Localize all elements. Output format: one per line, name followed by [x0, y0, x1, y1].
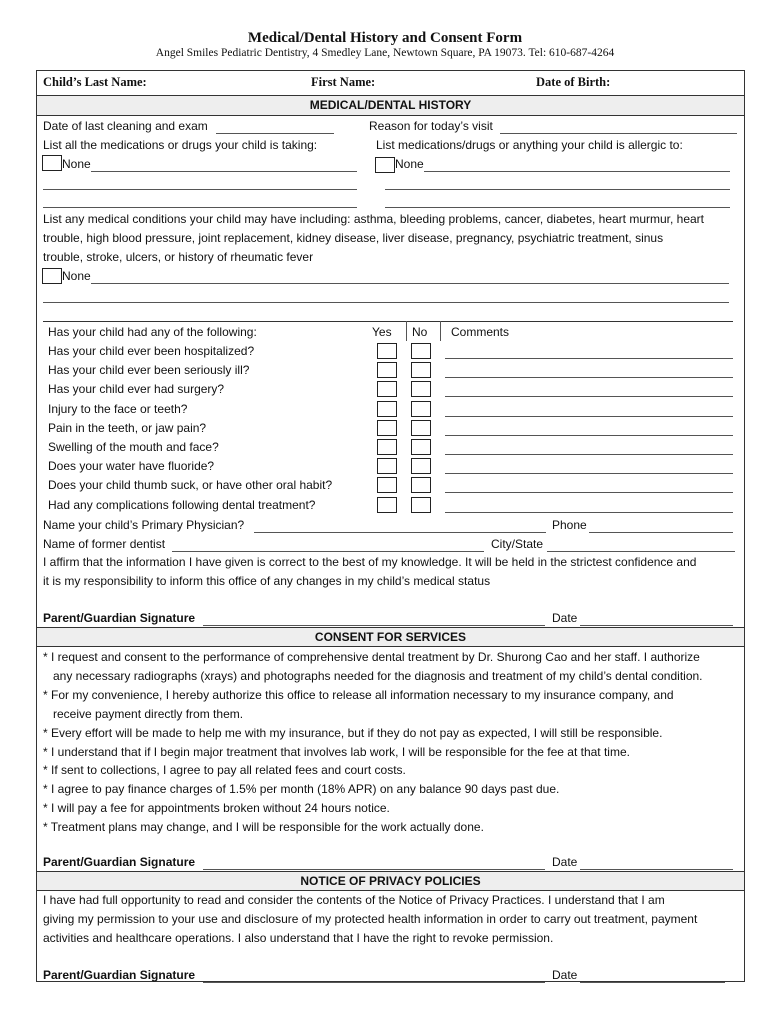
yes-checkbox[interactable]: [377, 343, 397, 359]
no-checkbox[interactable]: [411, 401, 431, 417]
date-field[interactable]: [580, 982, 725, 983]
conditions-field[interactable]: [43, 302, 729, 303]
medical-history-heading: MEDICAL/DENTAL HISTORY: [37, 96, 744, 115]
affirm-text: I affirm that the information I have given is correct to the best of my knowledge. It will be held in the strictest confidence and: [43, 555, 697, 569]
question-text: Has your child ever been seriously ill?: [48, 363, 250, 378]
privacy-line: activities and healthcare operations. I also understand that I have the right to revoke permission.: [43, 931, 554, 945]
question-text: Injury to the face or teeth?: [48, 401, 188, 416]
allergies-none-checkbox[interactable]: [375, 157, 395, 173]
former-dentist-label: Name of former dentist: [43, 537, 166, 551]
no-checkbox[interactable]: [411, 343, 431, 359]
question-text: Pain in the teeth, or jaw pain?: [48, 420, 207, 435]
no-checkbox[interactable]: [411, 497, 431, 513]
last-cleaning-field[interactable]: [216, 133, 334, 134]
phone-field[interactable]: [589, 532, 733, 533]
allergies-label: List medications/drugs or anything your child is allergic to:: [376, 138, 683, 152]
yes-checkbox[interactable]: [377, 439, 397, 455]
consent-line: any necessary radiographs (xrays) and photographs needed for the diagnosis and treatment of my child’s dental condition.: [43, 668, 703, 683]
conditions-field[interactable]: [91, 283, 729, 284]
last-cleaning-label: Date of last cleaning and exam: [43, 119, 208, 133]
none-label: None: [62, 269, 91, 283]
column-divider: [440, 321, 441, 341]
no-checkbox[interactable]: [411, 458, 431, 474]
date-label: Date: [552, 968, 578, 982]
allergies-field[interactable]: [385, 207, 730, 208]
yes-checkbox[interactable]: [377, 420, 397, 436]
consent-line: * I understand that if I begin major treatment that involves lab work, I will be responsible for the fee at that time.: [43, 744, 630, 759]
signature-field[interactable]: [203, 625, 545, 626]
yes-checkbox[interactable]: [377, 362, 397, 378]
phone-label: Phone: [552, 518, 587, 532]
city-state-label: City/State: [491, 537, 544, 551]
comments-field[interactable]: [445, 512, 733, 513]
consent-line: * Treatment plans may change, and I will be responsible for the work actually done.: [43, 820, 484, 835]
affirm-text: it is my responsibility to inform this office of any changes in my child’s medical status: [43, 574, 491, 588]
question-text: Swelling of the mouth and face?: [48, 440, 219, 454]
table-top-rule: [43, 321, 733, 322]
consent-line: * I will pay a fee for appointments broken without 24 hours notice.: [43, 801, 390, 816]
divider: [36, 890, 745, 891]
comments-field[interactable]: [445, 454, 733, 455]
consent-line: * I agree to pay finance charges of 1.5% per month (18% APR) on any balance 90 days past due.: [43, 782, 560, 797]
divider: [36, 115, 745, 116]
yes-checkbox[interactable]: [377, 458, 397, 474]
no-checkbox[interactable]: [411, 477, 431, 493]
medications-none-checkbox[interactable]: [42, 155, 62, 171]
consent-line: * I request and consent to the performance of comprehensive dental treatment by Dr. Shurong Cao and her staff. I authorize: [43, 650, 700, 664]
no-checkbox[interactable]: [411, 439, 431, 455]
signature-label: Parent/Guardian Signature: [43, 611, 196, 625]
medications-field[interactable]: [91, 171, 357, 172]
column-divider: [406, 321, 407, 341]
question-text: Has your child ever been hospitalized?: [48, 344, 255, 358]
date-label: Date: [552, 855, 578, 869]
consent-line: * If sent to collections, I agree to pay all related fees and court costs.: [43, 763, 406, 778]
signature-label: Parent/Guardian Signature: [43, 968, 196, 982]
no-checkbox[interactable]: [411, 420, 431, 436]
conditions-text: List any medical conditions your child may have including: asthma, bleeding problems, cancer, diabetes, heart murmur, heart: [43, 212, 705, 226]
primary-physician-label: Name your child’s Primary Physician?: [43, 518, 245, 532]
comments-field[interactable]: [445, 416, 733, 417]
medications-label: List all the medications or drugs your child is taking:: [43, 138, 318, 152]
city-state-field[interactable]: [547, 551, 735, 552]
conditions-text: trouble, high blood pressure, joint replacement, kidney disease, liver disease, pregnancy, psychiatric treatment, sinus: [43, 231, 664, 245]
medications-field[interactable]: [43, 207, 357, 208]
date-field[interactable]: [580, 869, 733, 870]
question-text: Had any complications following dental treatment?: [48, 497, 316, 512]
child-last-name-label: Child’s Last Name:: [43, 75, 147, 89]
signature-label: Parent/Guardian Signature: [43, 855, 196, 869]
yes-checkbox[interactable]: [377, 381, 397, 397]
form-title: Medical/Dental History and Consent Form: [247, 30, 523, 46]
consent-line: * For my convenience, I hereby authorize this office to release all information necessary to my insurance company, and: [43, 687, 674, 702]
no-column-label: No: [412, 325, 428, 339]
no-checkbox[interactable]: [411, 362, 431, 378]
allergies-field[interactable]: [385, 189, 730, 190]
divider: [36, 646, 745, 647]
comments-field[interactable]: [445, 358, 733, 359]
reason-visit-label: Reason for today’s visit: [369, 119, 493, 133]
none-label: None: [62, 157, 91, 171]
privacy-line: giving my permission to your use and disclosure of my protected health information in order to carry out treatment, payment: [43, 912, 698, 926]
question-text: Has your child ever had surgery?: [48, 382, 225, 397]
question-text: Does your water have fluoride?: [48, 459, 215, 474]
consent-heading: CONSENT FOR SERVICES: [37, 628, 744, 646]
yes-checkbox[interactable]: [377, 497, 397, 513]
comments-field[interactable]: [445, 492, 733, 493]
question-text: Does your child thumb suck, or have other oral habit?: [48, 478, 333, 493]
date-field[interactable]: [580, 625, 733, 626]
yes-column-label: Yes: [372, 325, 392, 339]
comments-field[interactable]: [445, 377, 733, 378]
privacy-heading: NOTICE OF PRIVACY POLICIES: [37, 872, 744, 890]
practice-address: Angel Smiles Pediatric Dentistry, 4 Smedley Lane, Newtown Square, PA 19073. Tel: 610-687-4264: [155, 47, 615, 59]
comments-column-label: Comments: [451, 325, 510, 339]
comments-field[interactable]: [445, 473, 733, 474]
medications-field[interactable]: [43, 189, 357, 190]
comments-field[interactable]: [445, 396, 733, 397]
none-label: None: [395, 157, 424, 171]
comments-field[interactable]: [445, 435, 733, 436]
first-name-label: First Name:: [311, 75, 376, 89]
date-of-birth-label: Date of Birth:: [536, 75, 611, 89]
conditions-text: trouble, stroke, ulcers, or history of rheumatic fever: [43, 250, 314, 264]
conditions-none-checkbox[interactable]: [42, 268, 62, 284]
primary-physician-field[interactable]: [254, 532, 546, 533]
consent-line: receive payment directly from them.: [43, 706, 244, 721]
allergies-field[interactable]: [424, 171, 730, 172]
no-checkbox[interactable]: [411, 381, 431, 397]
former-dentist-field[interactable]: [172, 551, 484, 552]
yes-checkbox[interactable]: [377, 401, 397, 417]
questions-header: Has your child had any of the following:: [48, 325, 257, 339]
consent-line: * Every effort will be made to help me with my insurance, but if they do not pay as expected, I will still be responsible.: [43, 725, 663, 740]
reason-visit-field[interactable]: [500, 133, 737, 134]
signature-field[interactable]: [203, 982, 545, 983]
privacy-line: I have had full opportunity to read and consider the contents of the Notice of Privacy Practices. I understand that I am: [43, 893, 665, 907]
date-label: Date: [552, 611, 578, 625]
signature-field[interactable]: [203, 869, 545, 870]
yes-checkbox[interactable]: [377, 477, 397, 493]
